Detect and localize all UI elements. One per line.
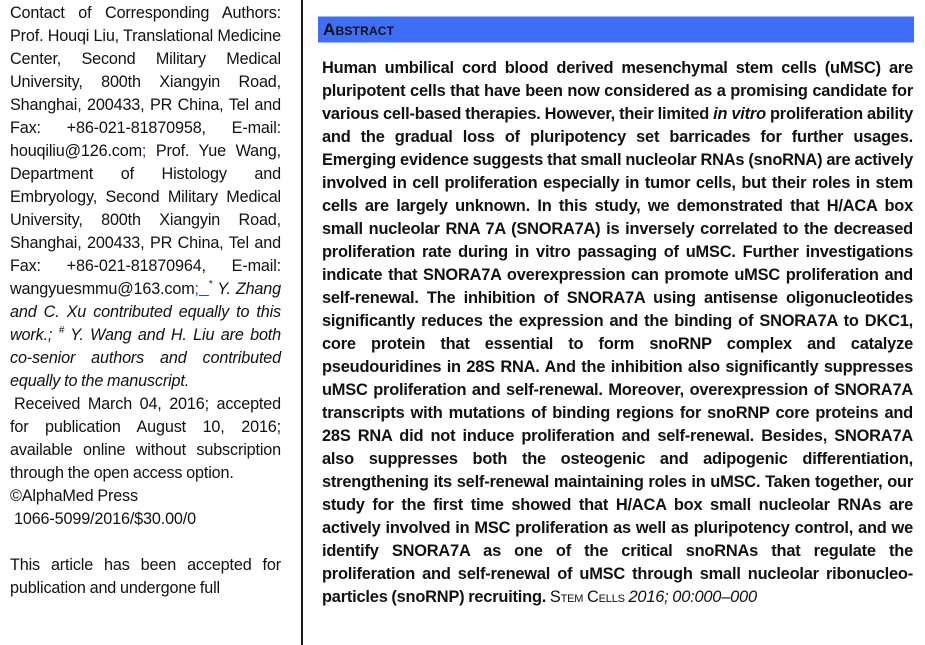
corresponding-authors [10, 2, 281, 393]
co-senior-note: Y. Wang and H. Liu are both co-senior authors and contributed equally to the manuscript. [10, 326, 281, 390]
spacer [10, 531, 281, 554]
column-divider [301, 0, 303, 645]
contact-second-author: Prof. Yue Wang, Department of Histology and Embryology, Second Military Medical University, 800th Xiangyin Road, Shanghai, 200433, PR China, Tel and Fax: +86-021-81870964, E-mail: wangyuesmmu@163.com [10, 142, 281, 298]
copyright: ©AlphaMed Press [10, 487, 138, 505]
received-text: Received March 04, 2016; accepted for publication August 10, 2016; available online without subscription through the open access option. [10, 395, 281, 482]
email-separator-link[interactable] [195, 280, 209, 298]
issn-line [10, 508, 281, 531]
abstract-body [322, 57, 913, 609]
abstract-text-part-1: Human umbilical cord blood derived mesenchymal stem cells (uMSC) are pluripotent cells that have been now considered as a promising candidate for various cell-based therapies. However, their limited [322, 59, 913, 123]
issn-text: 1066-5099/2016/$30.00/0 [14, 510, 196, 528]
abstract-header-banner [318, 16, 914, 43]
abstract-text-part-2: proliferation ability and the gradual loss of pluripotency set barricades for further usages. Emerging evidence suggests that small nucleolar RNAs (snoRNA) are actively involved in cell proliferation especially in tumor cells, but their roles in stem cells are largely unknown. In this study, we demonstrated that H/ACA box small nucleolar RNA 7A (SNORA7A) is inversely correlated to the decreased proliferation rate during in vitro passaging of uMSC. Further investigations indicate that SNORA7A overexpression can promote uMSC proliferation and self-renewal. The inhibition of SNORA7A using antisense oligonucleotides significantly reduces the expression and the binding of SNORA7A to DKC1, core protein that essential to form snoRNP complex and catalyze pseudouridines in 28S RNA. And the inhibition also significantly suppresses uMSC proliferation and self-renewal. Moreover, overexpression of SNORA7A transcripts with mutations of binding regions for snoRNP core proteins and 28S RNA did not induce proliferation and self-renewal. Besides, SNORA7A also suppresses both the osteogenic and adipogenic differentiation, strengthening its self-renewal maintaining roles in uMSC. Taken together, our study for the first time showed that H/ACA box small nucleolar RNAs are actively involved in MSC proliferation as well as pluripotency control, and we identify SNORA7A as one of the critical snoRNAs that regulate the proliferation and self-renewal of uMSC through small nucleolar ribonucleo-particles (snoRNP) recruiting. [322, 105, 913, 606]
equal-contribution-note: Y. Zhang and C. Xu contributed equally to this work.; [10, 280, 281, 344]
received-dates [10, 393, 281, 485]
journal-name: Stem Cells [549, 588, 625, 606]
separator-text: ; [194, 280, 199, 298]
acceptance-note: This article has been accepted for publication and undergone full [10, 556, 281, 597]
left-column-front-matter [10, 2, 281, 600]
email-separator-link[interactable]: ; [141, 142, 147, 160]
contact-first-author: Contact of Corresponding Authors: Prof. Houqi Liu, Translational Medicine Center, Second Military Medical University, 800th Xiangyin Road, Shanghai, 200433, PR China, Tel and Fax: +86-021-81870958, E-mail: houqiliu@126.com [10, 4, 281, 160]
abstract-heading: Abstract [323, 20, 395, 39]
abstract-italic-term: in vitro [713, 105, 766, 123]
citation-info: 2016; 00:000–000 [624, 588, 757, 606]
footnote-hash: # [58, 325, 65, 336]
footnote-asterisk: * [208, 279, 213, 290]
